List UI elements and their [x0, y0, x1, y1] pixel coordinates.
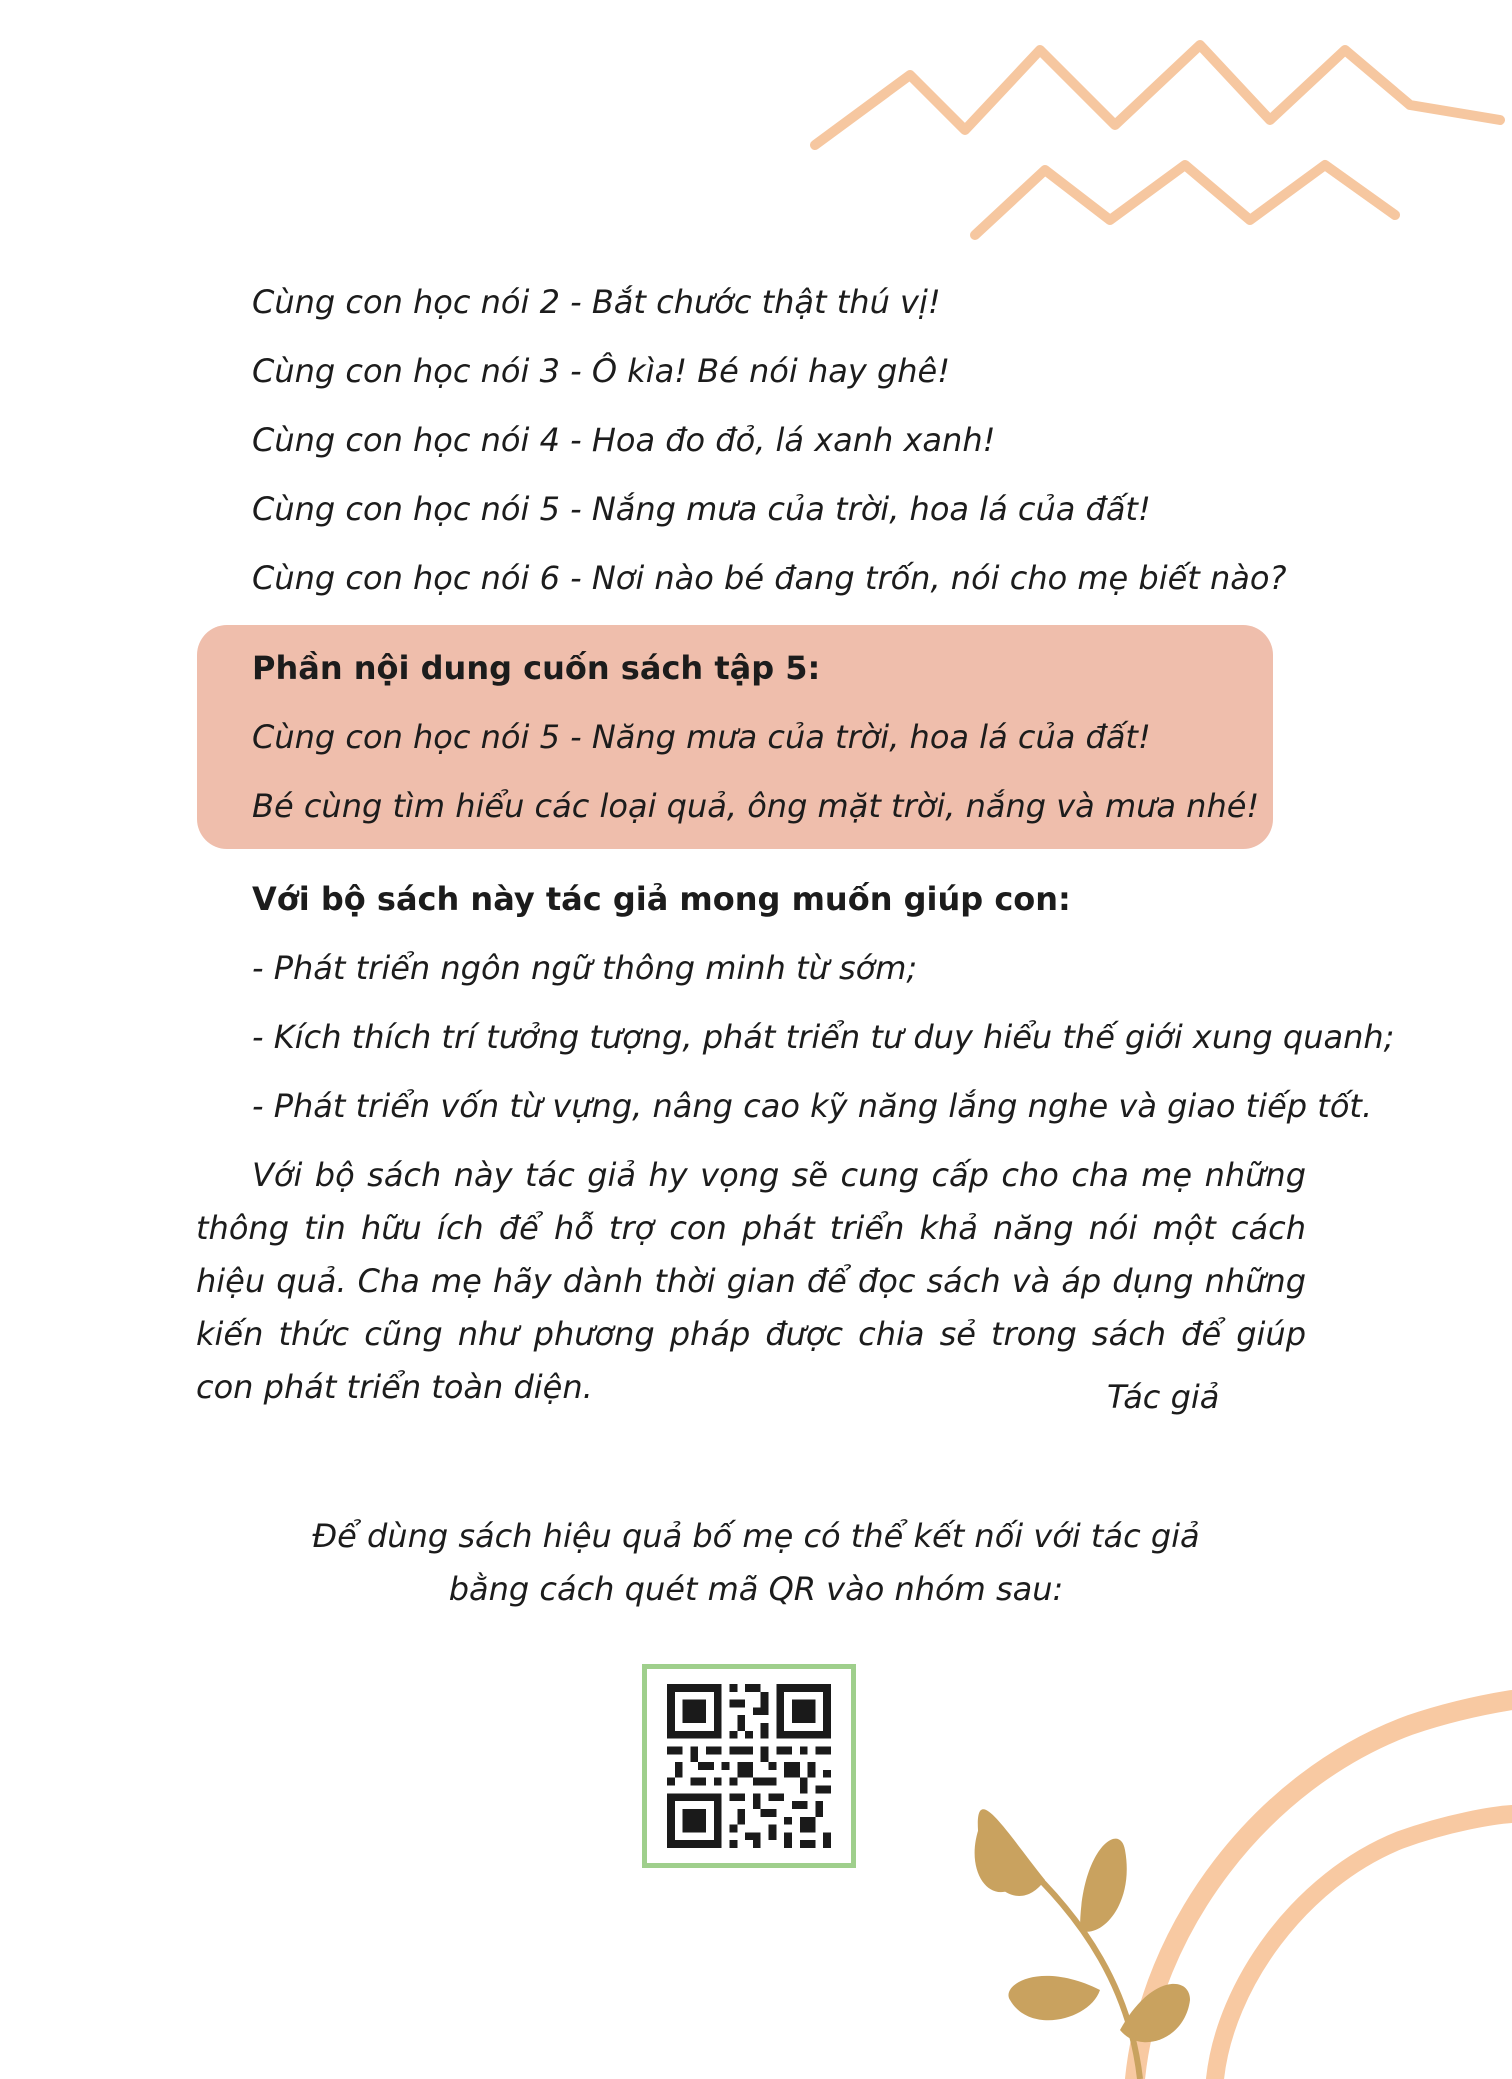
- qr-code-frame[interactable]: [642, 1664, 856, 1868]
- series-item-3: Cùng con học nói 3 - Ô kìa! Bé nói hay ghê!: [252, 352, 951, 390]
- volume-content-heading: Phần nội dung cuốn sách tập 5:: [252, 649, 821, 687]
- series-item-2: Cùng con học nói 2 - Bắt chước thật thú vị!: [252, 283, 941, 321]
- goals-heading: Với bộ sách này tác giả mong muốn giúp con:: [252, 880, 1071, 918]
- goal-item: - Phát triển ngôn ngữ thông minh từ sớm;: [252, 949, 918, 987]
- qr-note-line-2: bằng cách quét mã QR vào nhóm sau:: [448, 1570, 1064, 1608]
- series-item-4: Cùng con học nói 4 - Hoa đo đỏ, lá xanh xanh!: [252, 421, 996, 459]
- intro-paragraph: Với bộ sách này tác giả hy vọng sẽ cung cấp cho cha mẹ những thông tin hữu ích để hỗ trợ con phát triển khả năng nói một cách hiệu quả. Cha mẹ hãy dành thời gian để đọc sách và áp dụng những kiến thức cũng như phương pháp được chia sẻ trong sách để giúp con phát triển toàn diện.: [196, 1156, 1306, 1406]
- volume-content-description: Bé cùng tìm hiểu các loại quả, ông mặt trời, nắng và mưa nhé!: [252, 787, 1260, 825]
- goal-item: - Kích thích trí tưởng tượng, phát triển tư duy hiểu thế giới xung quanh;: [252, 1018, 1395, 1056]
- qr-code-icon: [663, 1684, 835, 1848]
- qr-note-line-1: Để dùng sách hiệu quả bố mẹ có thể kết nối với tác giả: [312, 1517, 1200, 1555]
- series-item-5: Cùng con học nói 5 - Nắng mưa của trời, hoa lá của đất!: [252, 490, 1151, 528]
- volume-content-title: Cùng con học nói 5 - Năng mưa của trời, hoa lá của đất!: [252, 718, 1151, 756]
- author-signature: Tác giả: [1107, 1378, 1220, 1416]
- series-item-6: Cùng con học nói 6 - Nơi nào bé đang trốn, nói cho mẹ biết nào?: [252, 559, 1287, 597]
- goal-item: - Phát triển vốn từ vựng, nâng cao kỹ năng lắng nghe và giao tiếp tốt.: [252, 1087, 1373, 1125]
